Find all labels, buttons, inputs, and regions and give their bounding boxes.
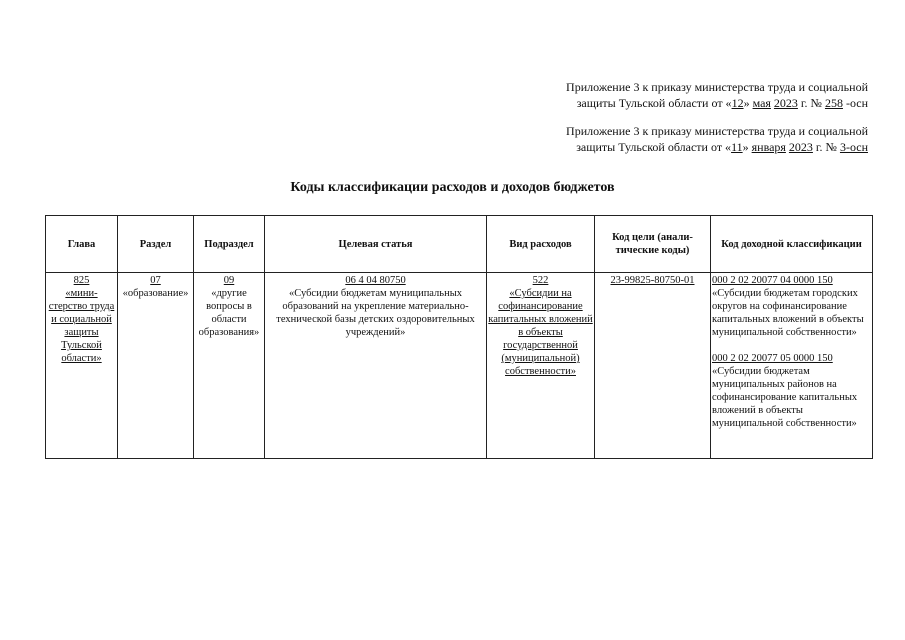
cell-kod-celi (595, 273, 711, 459)
glava-code: 825 (73, 275, 90, 286)
order-day: 11 (731, 140, 743, 154)
vid-code: 522 (532, 275, 549, 286)
podrazdel-text: «другие вопросы в области образования» (198, 288, 260, 338)
column-header-vid-rashodov: Вид расходов (487, 216, 595, 273)
header-line (566, 95, 868, 111)
appendix-header-original (566, 123, 868, 155)
appendix-header-current (566, 79, 868, 111)
order-day: 12 (731, 96, 744, 110)
vid-text: «Субсидии на софинансирование капитальных вложений в объекты государственной (муниципальной) собственности» (488, 288, 593, 377)
order-month: мая (752, 96, 771, 110)
classification-table (45, 215, 873, 459)
order-month: января (751, 140, 786, 154)
statya-code: 06 4 04 80750 (345, 275, 406, 286)
order-year: 2023 (773, 96, 798, 110)
column-header-razdel: Раздел (118, 216, 194, 273)
statya-text: «Субсидии бюджетам муниципальных образований на укрепление материально-технической базы детских оздоровительных учреждений» (276, 288, 475, 338)
cell-razdel (118, 273, 194, 459)
header-text: -осн (842, 96, 868, 110)
spacer (712, 339, 871, 352)
header-text: г. № (797, 96, 825, 110)
table-header-row (46, 216, 873, 273)
header-text: » (742, 140, 752, 154)
table-row (46, 273, 873, 459)
column-header-podrazdel: Подраздел (194, 216, 265, 273)
income-code: 000 2 02 20077 04 0000 150 (712, 275, 833, 286)
podrazdel-code: 09 (223, 275, 235, 286)
column-header-income-code: Код доходной классификации (711, 216, 873, 273)
cell-podrazdel (194, 273, 265, 459)
order-year: 2023 (788, 140, 813, 154)
income-text: «Субсидии бюджетам городских округов на софинансирование капитальных вложений в объекты муниципальной собственности» (712, 288, 864, 338)
income-code: 000 2 02 20077 05 0000 150 (712, 353, 833, 364)
header-text: защиты Тульской области от « (576, 140, 732, 154)
razdel-code: 07 (150, 275, 161, 286)
document-title: Коды классификации расходов и доходов бюджетов (290, 180, 615, 195)
order-number: 3-осн (839, 140, 868, 154)
header-line (566, 139, 868, 155)
header-text: защиты Тульской области от « (576, 96, 732, 110)
header-line: Приложение 3 к приказу министерства труда и социальной (566, 124, 868, 138)
cel-code: 23-99825-80750-01 (610, 275, 695, 286)
cell-income-code (711, 273, 873, 459)
cell-glava (46, 273, 118, 459)
cell-vid-rashodov (487, 273, 595, 459)
header-text: г. № (812, 140, 840, 154)
column-header-kod-celi: Код цели (анали-тические коды) (595, 216, 711, 273)
header-text: » (743, 96, 753, 110)
header-line: Приложение 3 к приказу министерства труда и социальной (566, 80, 868, 94)
order-number: 258 (824, 96, 843, 110)
glava-text: «мини-стерство труда и социальной защиты Тульской области» (48, 288, 115, 364)
cell-celevaya-statya (265, 273, 487, 459)
column-header-celevaya-statya: Целевая статья (265, 216, 487, 273)
income-text: «Субсидии бюджетам муниципальных районов на софинансирование капитальных вложений в объекты муниципальной собственности» (712, 366, 858, 429)
razdel-text: «образование» (122, 288, 189, 299)
column-header-glava: Глава (46, 216, 118, 273)
